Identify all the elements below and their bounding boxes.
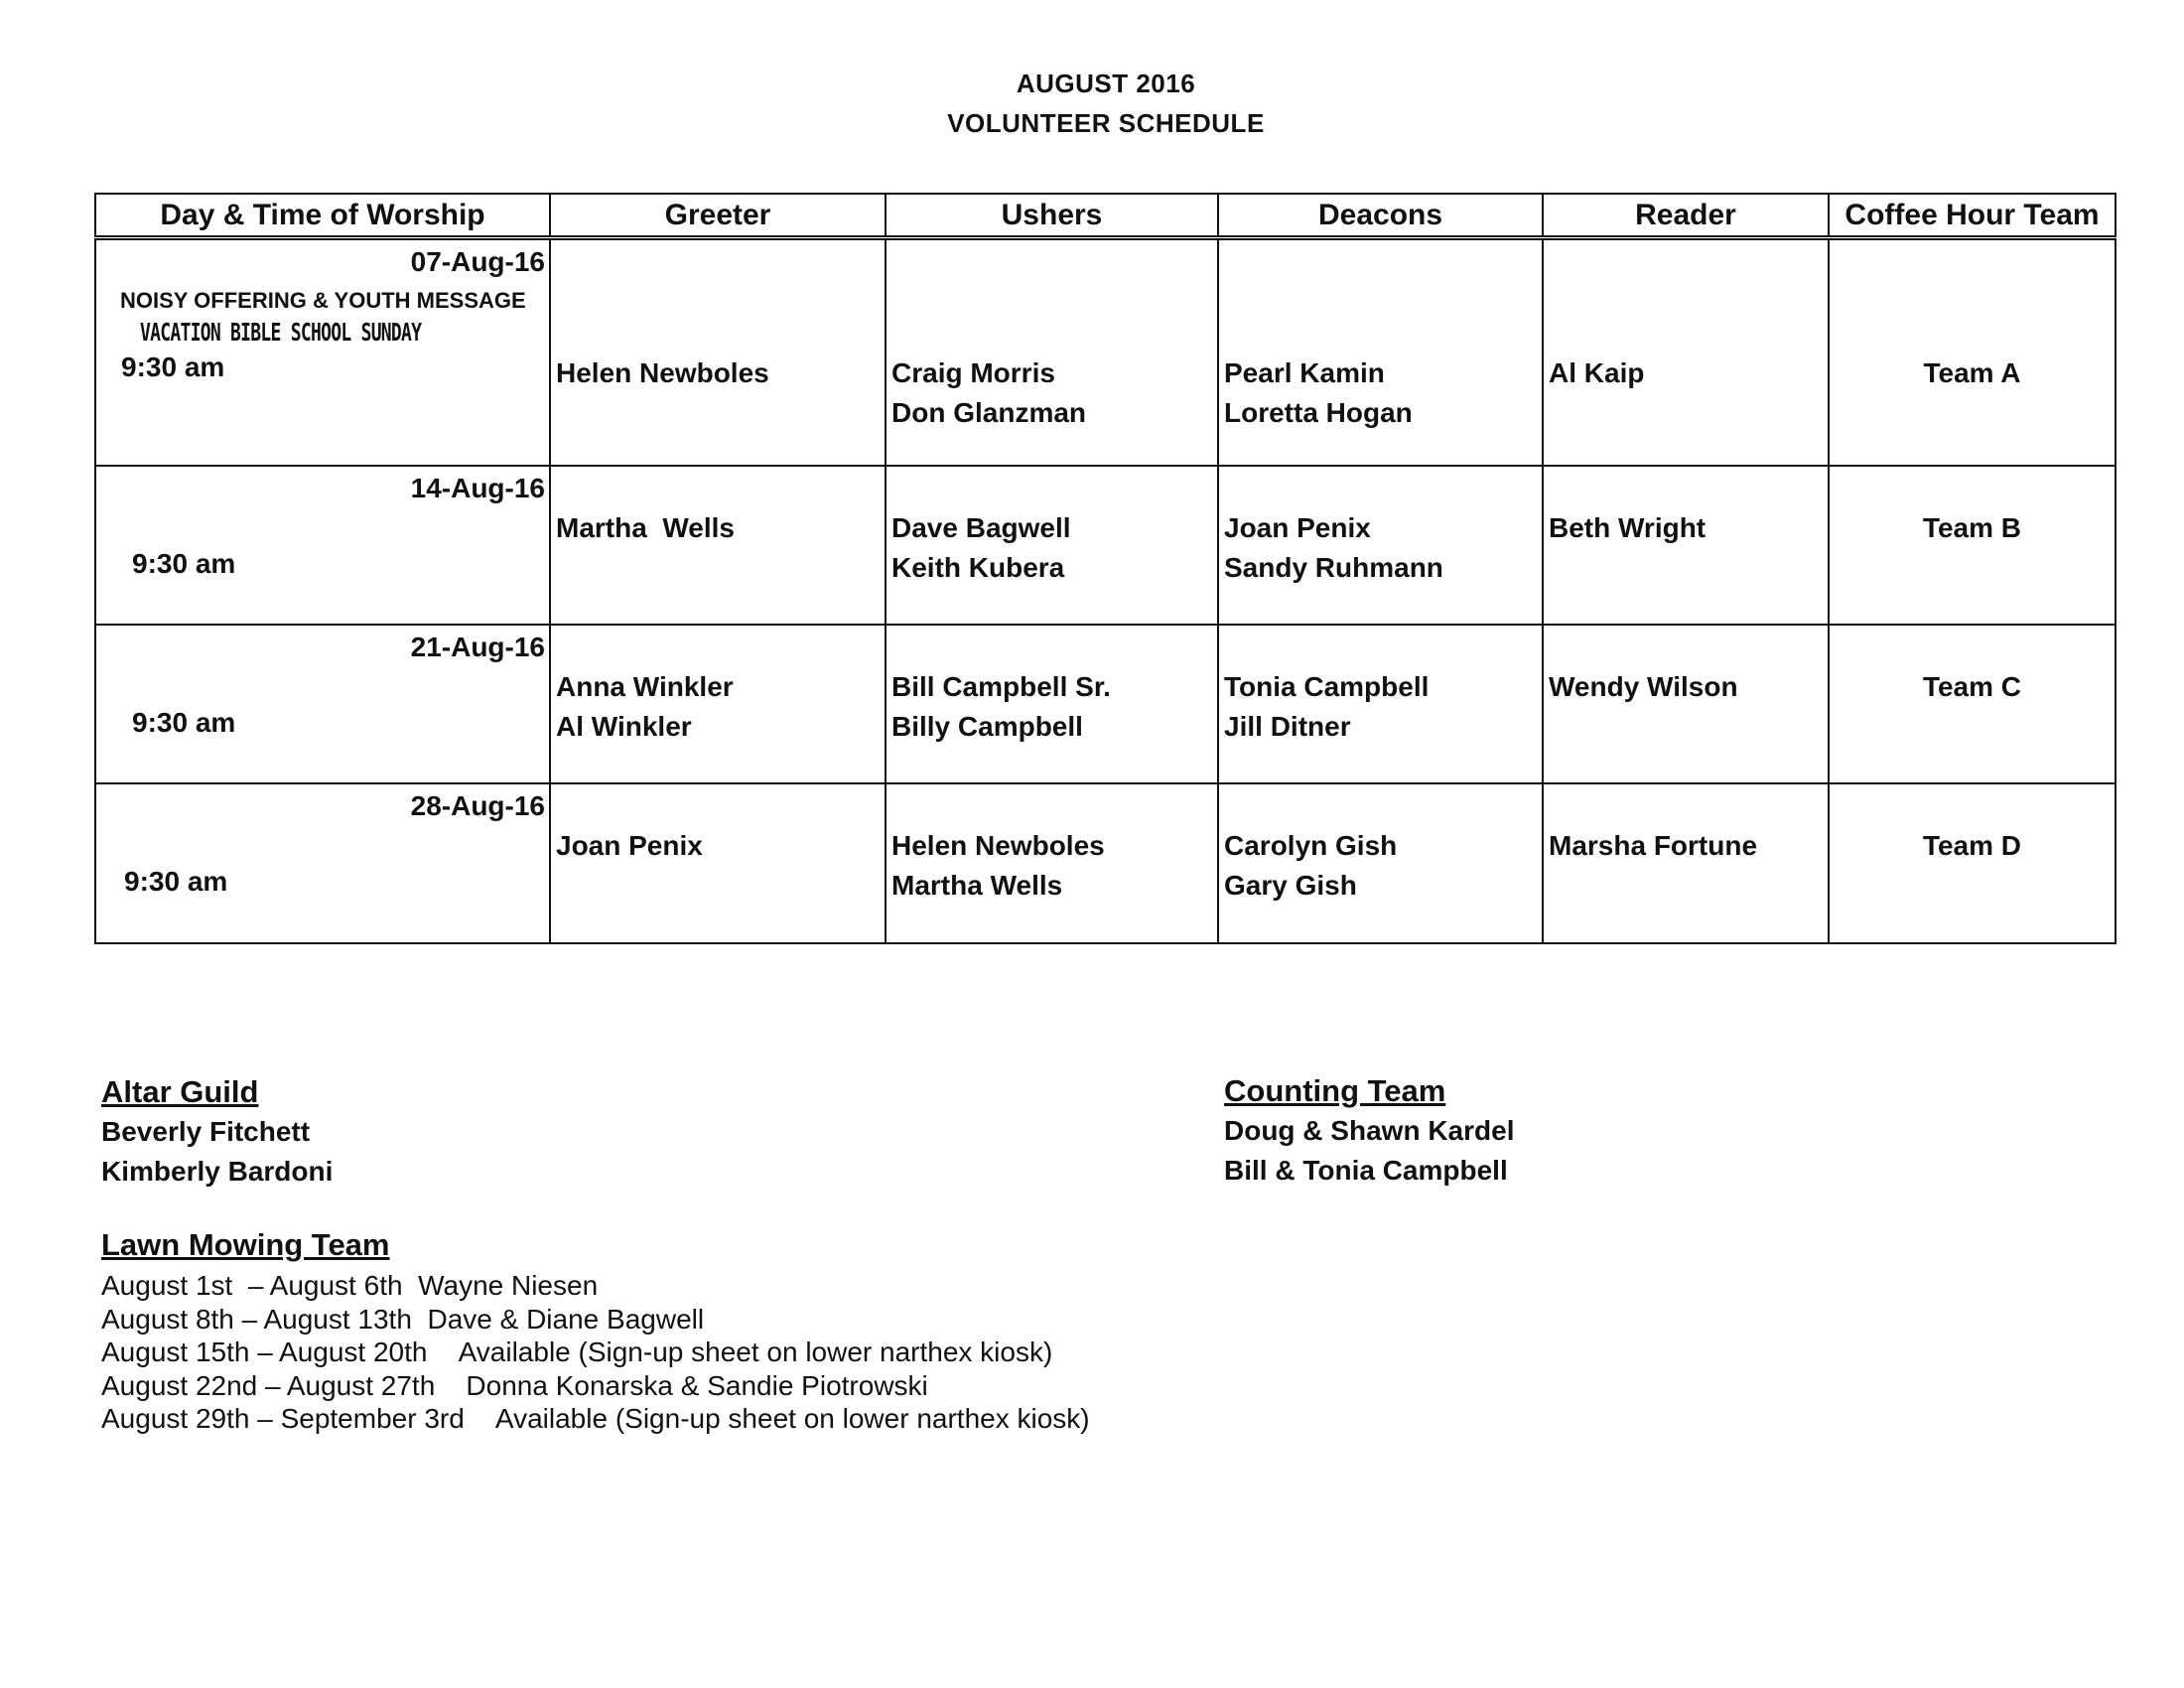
header-day-time: Day & Time of Worship — [95, 194, 550, 238]
worship-cell — [95, 466, 550, 625]
deacons-cell — [1218, 466, 1543, 625]
greeter-cell — [550, 466, 886, 625]
header-reader: Reader — [1543, 194, 1829, 238]
greeter-cell — [550, 238, 886, 466]
worship-time: 9:30 am — [132, 706, 236, 738]
altar-guild-member: Kimberly Bardoni — [101, 1156, 334, 1187]
reader-name: Wendy Wilson — [1549, 670, 1738, 702]
altar-guild-heading: Altar Guild — [101, 1074, 259, 1109]
list-item — [101, 1269, 1090, 1303]
list-item — [101, 1303, 1090, 1336]
reader-name: Marsha Fortune — [1549, 829, 1758, 861]
lawn-mowing-list — [101, 1269, 1090, 1436]
usher-name: Billy Campbell — [891, 710, 1083, 742]
reader-cell — [1543, 625, 1829, 783]
greeter-name: Al Winkler — [556, 710, 692, 742]
deacons-cell — [1218, 238, 1543, 466]
deacon-name: Carolyn Gish — [1224, 829, 1398, 861]
greeter-name: Martha Wells — [556, 511, 735, 543]
title-month: AUGUST 2016 — [1016, 69, 1196, 98]
coffee-cell — [1829, 238, 2116, 466]
mowing-volunteer: Wayne Niesen — [418, 1270, 599, 1301]
usher-name: Craig Morris — [891, 357, 1055, 388]
document-title — [0, 64, 2184, 143]
greeter-cell — [550, 625, 886, 783]
table-header-row — [95, 194, 2116, 238]
mowing-dates: August 1st – August 6th — [101, 1270, 403, 1301]
list-item — [101, 1369, 1090, 1403]
coffee-team: Team D — [1922, 829, 2022, 861]
ushers-cell — [886, 783, 1218, 943]
coffee-team: Team A — [1923, 357, 2021, 388]
table-row — [95, 238, 2116, 466]
mowing-dates: August 8th – August 13th — [101, 1303, 412, 1335]
worship-cell — [95, 238, 550, 466]
list-item — [101, 1402, 1090, 1436]
worship-date: 07-Aug-16 — [410, 246, 545, 277]
greeter-name: Anna Winkler — [556, 670, 734, 702]
coffee-cell — [1829, 783, 2116, 943]
deacon-name: Joan Penix — [1224, 511, 1371, 543]
deacon-name: Pearl Kamin — [1224, 357, 1385, 388]
usher-name: Don Glanzman — [891, 397, 1087, 428]
reader-name: Al Kaip — [1549, 357, 1645, 388]
worship-cell — [95, 625, 550, 783]
coffee-team: Team C — [1922, 670, 2022, 702]
altar-guild-section — [101, 1072, 333, 1192]
counting-team-member: Doug & Shawn Kardel — [1224, 1115, 1515, 1146]
worship-cell — [95, 783, 550, 943]
worship-date: 21-Aug-16 — [410, 631, 545, 662]
greeter-name: Joan Penix — [556, 829, 703, 861]
worship-handwritten-note: VACATION BIBLE SCHOOL SUNDAY — [140, 318, 422, 347]
header-ushers: Ushers — [886, 194, 1218, 238]
reader-cell — [1543, 238, 1829, 466]
usher-name: Dave Bagwell — [891, 511, 1071, 543]
usher-name: Bill Campbell Sr. — [891, 670, 1111, 702]
coffee-cell — [1829, 466, 2116, 625]
mowing-dates: August 22nd – August 27th — [101, 1369, 436, 1401]
coffee-team: Team B — [1922, 511, 2022, 543]
coffee-cell — [1829, 625, 2116, 783]
title-schedule: VOLUNTEER SCHEDULE — [947, 108, 1265, 138]
usher-name: Keith Kubera — [891, 551, 1065, 583]
mowing-dates: August 15th – August 20th — [101, 1336, 428, 1367]
deacon-name: Jill Ditner — [1224, 710, 1351, 742]
ushers-cell — [886, 466, 1218, 625]
header-greeter: Greeter — [550, 194, 886, 238]
deacons-cell — [1218, 625, 1543, 783]
greeter-cell — [550, 783, 886, 943]
greeter-name: Helen Newboles — [556, 357, 769, 388]
volunteer-schedule-table — [94, 193, 2116, 944]
worship-time: 9:30 am — [121, 352, 225, 382]
mowing-volunteer: Dave & Diane Bagwell — [427, 1303, 705, 1335]
mowing-dates: August 29th – September 3rd — [101, 1403, 465, 1434]
counting-team-member: Bill & Tonia Campbell — [1224, 1155, 1508, 1186]
lawn-mowing-heading-block — [101, 1225, 390, 1265]
header-coffee-hour: Coffee Hour Team — [1829, 194, 2116, 238]
deacon-name: Sandy Ruhmann — [1224, 551, 1443, 583]
table-row — [95, 783, 2116, 943]
mowing-volunteer: Donna Konarska & Sandie Piotrowski — [466, 1369, 928, 1401]
counting-team-heading: Counting Team — [1224, 1073, 1446, 1108]
table-row — [95, 466, 2116, 625]
worship-note: NOISY OFFERING & YOUTH MESSAGE — [120, 288, 526, 313]
list-item — [101, 1336, 1090, 1369]
counting-team-section — [1224, 1071, 1514, 1191]
deacons-cell — [1218, 783, 1543, 943]
mowing-volunteer: Available (Sign-up sheet on lower narthex kiosk) — [458, 1336, 1053, 1367]
deacon-name: Loretta Hogan — [1224, 397, 1413, 428]
ushers-cell — [886, 625, 1218, 783]
usher-name: Martha Wells — [891, 869, 1063, 901]
ushers-cell — [886, 238, 1218, 466]
deacon-name: Tonia Campbell — [1224, 670, 1430, 702]
worship-time: 9:30 am — [124, 865, 228, 897]
worship-time: 9:30 am — [132, 547, 236, 579]
mowing-volunteer: Available (Sign-up sheet on lower narthex kiosk) — [494, 1403, 1090, 1434]
worship-date: 14-Aug-16 — [410, 472, 545, 503]
reader-name: Beth Wright — [1549, 511, 1706, 543]
altar-guild-member: Beverly Fitchett — [101, 1116, 311, 1147]
worship-date: 28-Aug-16 — [410, 789, 545, 821]
deacon-name: Gary Gish — [1224, 869, 1357, 901]
table-row — [95, 625, 2116, 783]
header-deacons: Deacons — [1218, 194, 1543, 238]
lawn-mowing-heading: Lawn Mowing Team — [101, 1227, 390, 1262]
reader-cell — [1543, 783, 1829, 943]
reader-cell — [1543, 466, 1829, 625]
usher-name: Helen Newboles — [891, 829, 1105, 861]
